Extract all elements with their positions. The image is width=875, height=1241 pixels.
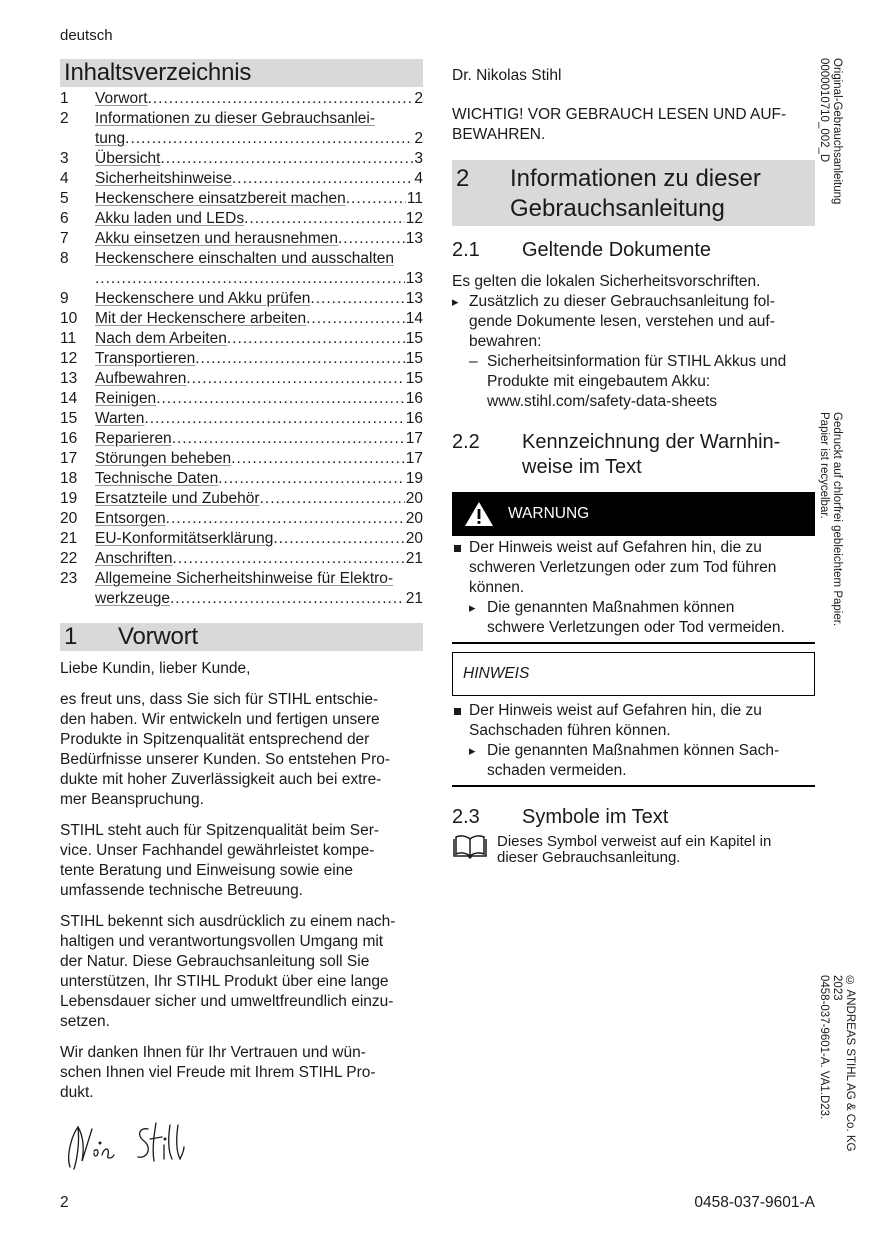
- toc-entry[interactable]: [60, 109, 423, 149]
- toc-entry-title: Heckenschere einsatzbereit machen: [95, 190, 346, 207]
- toc-entry-line: [95, 529, 423, 549]
- toc-entry-body: [95, 369, 423, 389]
- toc-entry-number: 16: [60, 430, 78, 447]
- toc-leader-dots: [125, 129, 413, 149]
- toc-leader-dots: [260, 489, 405, 509]
- margin-text-top: Original-Gebrauchsanleitung 0000010710_002_D: [818, 58, 843, 205]
- toc-entry-title: Akku einsetzen und herausnehmen: [95, 230, 338, 247]
- toc-entry-title: Mit der Heckenschere arbeiten: [95, 310, 307, 327]
- notice-action: ▸ Die genannten Maßnahmen können Sach- schaden vermeiden.: [452, 741, 815, 781]
- toc-entry-line: [95, 209, 423, 229]
- section-number: 1: [64, 623, 78, 650]
- toc-entry-line: [95, 249, 423, 269]
- subsection-title: Symbole im Text: [522, 806, 669, 828]
- toc-entry-title: Entsorgen: [95, 510, 166, 527]
- toc-entry-line: [95, 489, 423, 509]
- toc-entry[interactable]: [60, 289, 423, 309]
- toc-entry-page: 17: [405, 430, 423, 447]
- toc-entry-line: [95, 349, 423, 369]
- toc-leader-dots: [232, 169, 413, 189]
- warning-action: ▸ Die genannten Maßnahmen können schwere Verletzungen oder Tod vermeiden.: [452, 598, 815, 638]
- section-2-1-subitem: – Sicherheitsinformation für STIHL Akkus und Produkte mit eingebautem Akku: www.stihl.com/safety-data-sheets: [452, 352, 815, 412]
- toc-entry-body: [95, 349, 423, 369]
- toc-entry[interactable]: [60, 369, 423, 389]
- toc-entry-body: [95, 189, 423, 209]
- toc-entry-title: Reparieren: [95, 430, 172, 447]
- toc-entry-title: Allgemeine Sicherheitshinweise für Elektro-: [95, 570, 394, 587]
- toc-entry-page: 17: [405, 450, 423, 467]
- toc-entry-number: 9: [60, 290, 69, 307]
- toc-entry-number: 7: [60, 230, 69, 247]
- toc-entry-title: Anschriften: [95, 550, 173, 567]
- toc-leader-dots: [173, 549, 405, 569]
- toc-leader-dots: [244, 209, 405, 229]
- toc-leader-dots: [338, 229, 405, 249]
- toc-entry-body: [95, 89, 423, 109]
- section-number: 2: [456, 165, 470, 192]
- toc-entry-number: 23: [60, 570, 78, 587]
- book-symbol-text: Dieses Symbol verweist auf ein Kapitel in dieser Gebrauchsanleitung.: [497, 833, 772, 866]
- toc-entry[interactable]: [60, 409, 423, 429]
- right-column: [452, 66, 815, 866]
- toc-entry-body: [95, 489, 423, 509]
- toc-entry-number: 6: [60, 210, 69, 227]
- toc-entry-page: 20: [405, 490, 423, 507]
- table-of-contents: [60, 89, 423, 609]
- margin-text-bottom: © ANDREAS STIHL AG & Co. KG 2023 0458-037-9601-A. VA1.D23.: [818, 975, 856, 1152]
- toc-leader-dots: [310, 289, 404, 309]
- toc-entry-line: [95, 389, 423, 409]
- toc-entry[interactable]: [60, 249, 423, 289]
- notice-banner: [452, 652, 815, 696]
- toc-entry-title: Übersicht: [95, 150, 161, 167]
- toc-leader-dots: [156, 389, 405, 409]
- toc-entry-body: [95, 149, 423, 169]
- toc-entry[interactable]: [60, 489, 423, 509]
- toc-leader-dots: [227, 329, 405, 349]
- toc-leader-dots: [218, 469, 405, 489]
- toc-entry-body: [95, 469, 423, 489]
- toc-entry-page: 2: [414, 130, 423, 147]
- toc-entry-line: [95, 429, 423, 449]
- toc-entry-line: [95, 269, 423, 289]
- toc-entry-page: 15: [405, 370, 423, 387]
- toc-entry-body: [95, 509, 423, 529]
- toc-entry-title: Vorwort: [95, 90, 148, 107]
- toc-entry-line: [95, 229, 423, 249]
- toc-leader-dots: [231, 449, 405, 469]
- warning-label: WARNUNG: [508, 505, 590, 522]
- toc-leader-dots: [346, 189, 406, 209]
- toc-entry-body: [95, 429, 423, 449]
- section-2-3-heading: [452, 805, 815, 830]
- margin-text-middle: Gedruckt auf chlorfrei gebleichtem Papier. Papier ist recycelbar.: [818, 412, 843, 627]
- foreword-paragraph: Wir danken Ihnen für Ihr Vertrauen und wün- schen Ihnen viel Freude mit Ihrem STIHL Pro- dukt.: [60, 1044, 376, 1101]
- toc-entry-line: [95, 89, 423, 109]
- subsection-number: 2.3: [452, 806, 480, 828]
- toc-leader-dots: [160, 149, 413, 169]
- toc-entry-number: 21: [60, 530, 78, 547]
- toc-entry-page: 3: [414, 150, 423, 167]
- toc-entry-number: 13: [60, 370, 78, 387]
- toc-entry-page: 4: [414, 170, 423, 187]
- toc-entry-title: Sicherheitshinweise: [95, 170, 232, 187]
- toc-entry-number: 11: [60, 330, 77, 347]
- toc-entry-number: 14: [60, 390, 78, 407]
- book-icon: [452, 834, 497, 866]
- toc-entry-number: 18: [60, 470, 78, 487]
- toc-entry-page: 20: [405, 510, 423, 527]
- toc-entry-number: 15: [60, 410, 78, 427]
- toc-leader-dots: [186, 369, 404, 389]
- toc-entry-page: 12: [405, 210, 423, 227]
- toc-entry-body: [95, 109, 423, 149]
- toc-entry-line: [95, 449, 423, 469]
- notice-description: Der Hinweis weist auf Gefahren hin, die zu Sachschaden führen können.: [452, 701, 815, 741]
- toc-leader-dots: [195, 349, 405, 369]
- toc-entry-line: [95, 189, 423, 209]
- toc-entry-line: [95, 309, 423, 329]
- foreword-body: [60, 690, 423, 1103]
- toc-entry-body: [95, 529, 423, 549]
- toc-entry-body: [95, 209, 423, 229]
- toc-entry-line: [95, 169, 423, 189]
- subsection-number: 2.2: [452, 431, 480, 453]
- toc-entry-number: 17: [60, 450, 78, 467]
- toc-entry-body: [95, 449, 423, 469]
- toc-entry-title: Akku laden und LEDs: [95, 210, 245, 227]
- toc-entry-page: 13: [405, 270, 423, 287]
- toc-entry-line: [95, 369, 423, 389]
- warning-triangle-icon: [464, 501, 494, 527]
- toc-entry-title: Heckenschere einschalten und ausschalten: [95, 250, 394, 267]
- subsection-title-line: Kennzeichnung der Warnhin-: [522, 431, 781, 453]
- toc-entry-title: Reinigen: [95, 390, 157, 407]
- toc-entry-page: 15: [405, 350, 423, 367]
- toc-entry-line: [95, 589, 423, 609]
- language-label: deutsch: [60, 27, 113, 44]
- section-2-1-heading: [452, 238, 815, 263]
- section-2-1-intro: Es gelten die lokalen Sicherheitsvorschriften.: [452, 273, 761, 290]
- toc-entry-page: 14: [405, 310, 423, 327]
- toc-entry-number: 8: [60, 250, 69, 267]
- toc-entry-body: [95, 409, 423, 429]
- important-notice: WICHTIG! VOR GEBRAUCH LESEN UND AUF- BEWAHREN.: [452, 106, 787, 143]
- foreword-paragraph: STIHL bekennt sich ausdrücklich zu einem nach- haltigen und verantwortungsvollen Umgang mit der Natur. Diese Gebrauchsanleitung soll Sie unterstützen, Ihr STIHL Produkt über eine lange Lebensdauer sicher und umweltfreundlich einzu- setzen.: [60, 913, 396, 1030]
- toc-entry-number: 10: [60, 310, 78, 327]
- warning-banner: [452, 492, 815, 536]
- toc-entry-body: [95, 389, 423, 409]
- toc-entry[interactable]: [60, 169, 423, 189]
- toc-entry[interactable]: [60, 469, 423, 489]
- toc-entry-line: [95, 569, 423, 589]
- toc-entry-body: [95, 169, 423, 189]
- warning-description: Der Hinweis weist auf Gefahren hin, die zu schweren Verletzungen oder zum Tod führen können.: [452, 538, 815, 598]
- document-number: 0458-037-9601-A: [694, 1194, 815, 1211]
- toc-entry-page: 13: [405, 290, 423, 307]
- toc-entry-title: Störungen beheben: [95, 450, 232, 467]
- toc-entry-line: [95, 329, 423, 349]
- notice-label: HINWEIS: [463, 665, 530, 682]
- toc-entry-title: tung: [95, 130, 126, 147]
- toc-entry[interactable]: [60, 229, 423, 249]
- toc-entry-body: [95, 329, 423, 349]
- toc-entry-page: 11: [406, 190, 423, 207]
- toc-entry[interactable]: [60, 349, 423, 369]
- toc-leader-dots: [172, 429, 405, 449]
- toc-entry-line: [95, 109, 423, 129]
- toc-entry-page: 15: [405, 330, 423, 347]
- toc-entry-page: 16: [405, 410, 423, 427]
- subsection-number: 2.1: [452, 239, 480, 261]
- toc-entry-line: [95, 549, 423, 569]
- divider: [452, 785, 815, 787]
- toc-entry-number: 3: [60, 150, 69, 167]
- toc-entry[interactable]: [60, 89, 423, 109]
- toc-leader-dots: [166, 509, 405, 529]
- toc-leader-dots: [170, 589, 405, 609]
- toc-entry-title: Technische Daten: [95, 470, 219, 487]
- toc-entry-body: [95, 549, 423, 569]
- toc-entry-title: EU-Konformitätserklärung: [95, 530, 274, 547]
- book-symbol-row: [452, 834, 815, 866]
- left-column: [60, 59, 423, 1179]
- toc-entry[interactable]: [60, 449, 423, 469]
- toc-entry-page: 21: [405, 590, 423, 607]
- toc-entry-page: 13: [405, 230, 423, 247]
- signature-name: Dr. Nikolas Stihl: [452, 67, 562, 84]
- toc-entry[interactable]: [60, 389, 423, 409]
- toc-leader-dots: [148, 89, 414, 109]
- toc-entry-body: [95, 249, 423, 289]
- toc-entry-number: 4: [60, 170, 69, 187]
- toc-entry-title: Ersatzteile und Zubehör: [95, 490, 260, 507]
- toc-entry-body: [95, 569, 423, 609]
- toc-entry-number: 5: [60, 190, 69, 207]
- toc-entry-body: [95, 289, 423, 309]
- toc-entry-title: werkzeuge: [95, 590, 170, 607]
- toc-entry-line: [95, 509, 423, 529]
- foreword-paragraph: es freut uns, dass Sie sich für STIHL entschie- den haben. Wir entwickeln und fertigen unsere Produkte in Spitzenqualität entsprechend der Bedürfnisse unserer Kunden. So entstehen Pro- dukte mit hoher Zuverlässigkeit auch bei extre- mer Beanspruchung.: [60, 691, 391, 808]
- toc-entry-line: [95, 149, 423, 169]
- toc-entry-title: Informationen zu dieser Gebrauchsanlei-: [95, 110, 376, 127]
- toc-entry-page: 19: [405, 470, 423, 487]
- signature-icon: [60, 1115, 210, 1173]
- toc-leader-dots: [306, 309, 405, 329]
- toc-entry-line: [95, 469, 423, 489]
- section-2-2-heading: [452, 430, 815, 480]
- section-title-line: Informationen zu dieser: [510, 165, 761, 192]
- toc-entry-number: 2: [60, 110, 69, 127]
- toc-entry[interactable]: [60, 529, 423, 549]
- toc-entry[interactable]: [60, 549, 423, 569]
- toc-entry[interactable]: [60, 429, 423, 449]
- toc-entry-title: Transportieren: [95, 350, 196, 367]
- foreword-paragraph: STIHL steht auch für Spitzenqualität beim Ser- vice. Unser Fachhandel gewährleistet kompe- tente Beratung und Einweisung sowie eine umfassende technische Betreuung.: [60, 822, 380, 899]
- toc-entry-page: 20: [405, 530, 423, 547]
- toc-entry[interactable]: [60, 209, 423, 229]
- section-title-line: Gebrauchsanleitung: [510, 195, 725, 222]
- toc-entry-number: 12: [60, 350, 78, 367]
- toc-leader-dots: [273, 529, 404, 549]
- section-1-heading: [60, 623, 423, 651]
- toc-entry-page: 16: [405, 390, 423, 407]
- toc-entry-line: [95, 409, 423, 429]
- signature: [60, 1115, 423, 1179]
- section-2-heading: [452, 160, 815, 226]
- toc-entry-page: 2: [414, 90, 423, 107]
- toc-entry[interactable]: [60, 189, 423, 209]
- salutation: Liebe Kundin, lieber Kunde,: [60, 660, 251, 677]
- toc-entry-title: Nach dem Arbeiten: [95, 330, 227, 347]
- toc-entry[interactable]: [60, 309, 423, 329]
- toc-entry-body: [95, 309, 423, 329]
- toc-entry[interactable]: [60, 569, 423, 609]
- toc-entry-line: [95, 129, 423, 149]
- toc-entry-title: Aufbewahren: [95, 370, 187, 387]
- toc-leader-dots: [144, 409, 404, 429]
- subsection-title-line: weise im Text: [522, 456, 642, 478]
- subsection-title: Geltende Dokumente: [522, 239, 712, 261]
- toc-entry[interactable]: [60, 149, 423, 169]
- toc-entry-line: [95, 289, 423, 309]
- section-2-1-bullet: ▸ Zusätzlich zu dieser Gebrauchsanleitung fol- gende Dokumente lesen, verstehen und auf- bewahren:: [452, 292, 815, 352]
- divider: [452, 642, 815, 644]
- toc-title: Inhaltsverzeichnis: [60, 59, 423, 87]
- toc-entry-page: 21: [405, 550, 423, 567]
- toc-entry-body: [95, 229, 423, 249]
- toc-entry[interactable]: [60, 329, 423, 349]
- toc-entry-number: 20: [60, 510, 78, 527]
- toc-entry-number: 19: [60, 490, 78, 507]
- page-number: 2: [60, 1194, 69, 1211]
- toc-entry[interactable]: [60, 509, 423, 529]
- toc-leader-dots: [95, 269, 405, 289]
- toc-entry-title: Warten: [95, 410, 145, 427]
- section-title: Vorwort: [118, 623, 198, 650]
- toc-entry-title: Heckenschere und Akku prüfen: [95, 290, 311, 307]
- toc-entry-number: 1: [60, 90, 69, 107]
- toc-entry-number: 22: [60, 550, 78, 567]
